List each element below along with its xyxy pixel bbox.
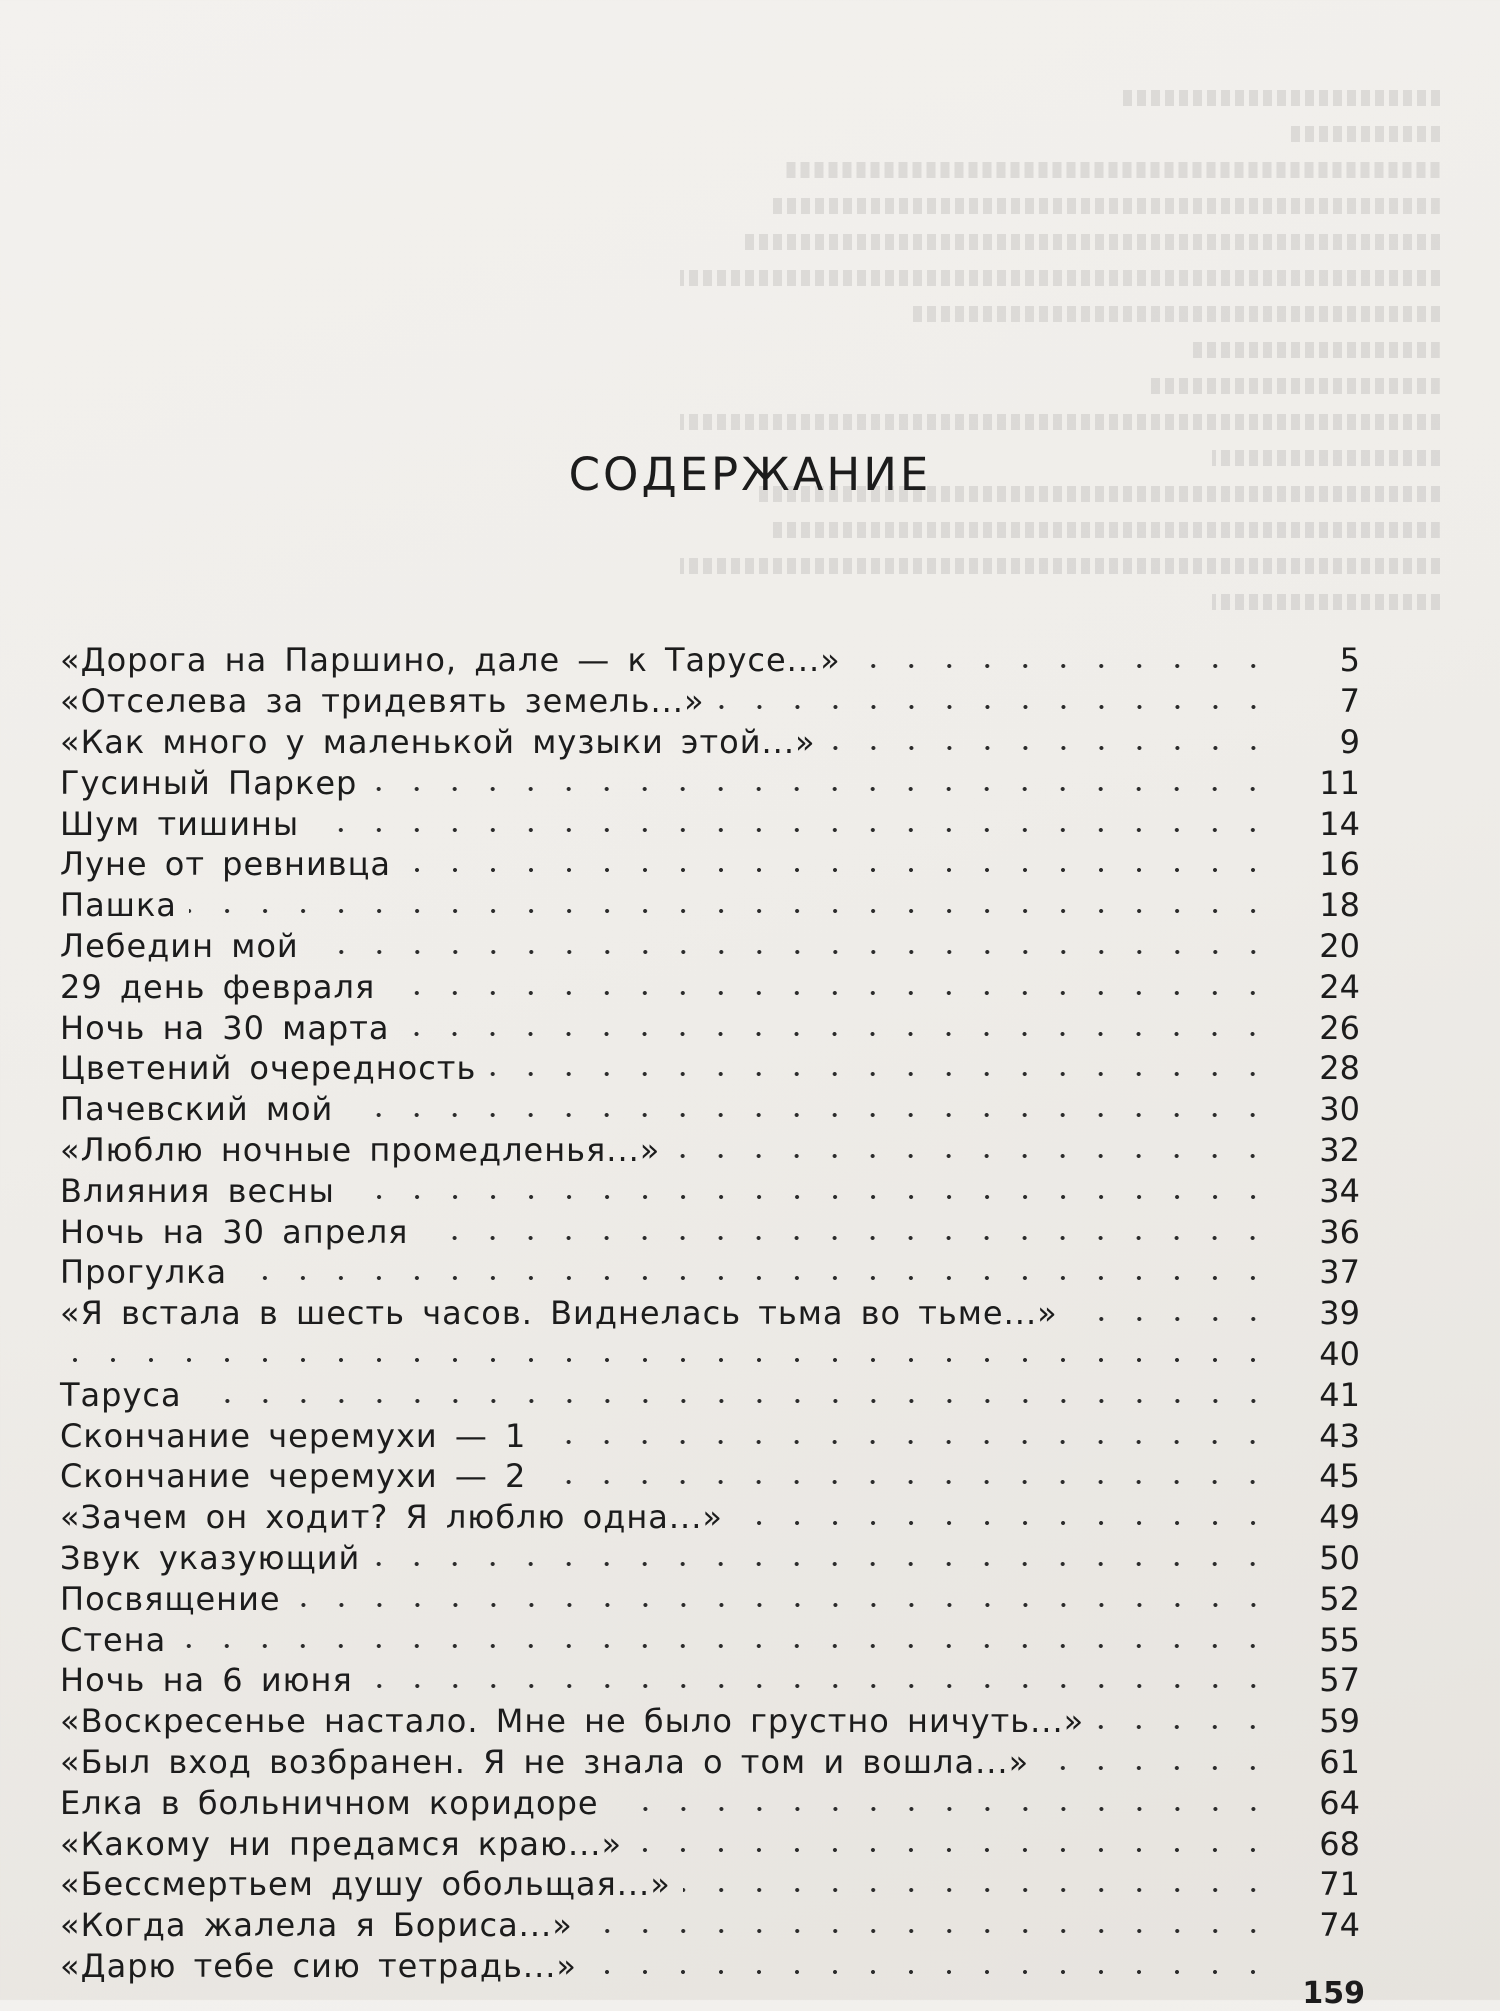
toc-entry-page: 9 [1339,722,1360,761]
dot-leader [239,1275,1272,1281]
toc-entry-title: Ночь на 30 марта [60,1008,390,1047]
toc-entry [60,1905,1360,1946]
toc-entry-title: Скончание черемухи — 1 [60,1416,527,1455]
toc-entry-page: 18 [1319,886,1360,925]
dot-leader [538,1439,1272,1445]
toc-entry-title: Пачевский мой [60,1090,334,1129]
dot-leader [538,1479,1272,1485]
toc-entry [60,885,1360,926]
toc-entry [60,803,1360,844]
toc-entry-page: 14 [1319,804,1360,843]
toc-entry-title: «Дорога на Паршино, дале — к Тарусе...» [60,641,841,680]
bleed-line [1212,594,1440,610]
toc-entry-page: 11 [1319,763,1360,802]
dot-leader [311,827,1272,833]
toc-entry-page: 61 [1319,1742,1360,1781]
toc-entry-title: Стена [60,1620,167,1659]
toc-entry [60,1089,1360,1130]
dot-leader [420,1235,1272,1241]
toc-entry-title: 29 день февраля [60,967,376,1006]
toc-entry-title: «Как много у маленькой музыки этой...» [60,722,816,761]
toc-entry-page: 36 [1319,1212,1360,1251]
toc-entry-title: «Дарю тебе сию тетрадь...» [60,1946,577,1985]
toc-entry-title: «Когда жалела я Бориса...» [60,1906,573,1945]
dot-leader [72,1357,1272,1363]
dot-leader [735,1520,1272,1526]
bleed-line [741,234,1440,250]
toc-entry-page: 55 [1319,1620,1360,1659]
toc-entry [60,1252,1360,1293]
toc-entry-title: Звук указующий [60,1538,361,1577]
toc-entry-title: «Бессмертьем душу обольщая...» [60,1865,671,1904]
dot-leader [401,1031,1272,1037]
dot-leader [178,1643,1272,1649]
toc-entry-title: «Люблю ночные промедленья...» [60,1130,661,1169]
reverse-page-bleed-through [680,90,1440,650]
toc-entry-title: «Воскресенье настало. Мне не было грустно ничуть...» [60,1702,1085,1741]
bleed-line [680,270,1440,286]
bleed-line [786,162,1440,178]
toc-entry [60,1742,1360,1783]
toc-entry-page: 28 [1319,1049,1360,1088]
toc-entry [60,1293,1360,1334]
dot-leader [372,1561,1272,1567]
toc-entry [60,1538,1360,1579]
dot-leader [345,1112,1272,1118]
dot-leader [683,1887,1272,1893]
toc-entry-page: 24 [1319,967,1360,1006]
bleed-line [771,198,1440,214]
toc-entry-page: 64 [1319,1783,1360,1822]
toc-entry-page: 52 [1319,1579,1360,1618]
toc-entry-page: 34 [1319,1171,1360,1210]
dot-leader [387,990,1272,996]
dot-leader [717,704,1272,710]
toc-entry-title: Прогулка [60,1253,228,1292]
dot-leader [311,949,1272,955]
dot-leader [853,663,1272,669]
toc-entry-page: 39 [1319,1294,1360,1333]
dot-leader [585,1928,1272,1934]
bleed-line [1189,342,1440,358]
toc-entry [60,1864,1360,1905]
toc-entry [60,722,1360,763]
toc-entry-page: 74 [1319,1906,1360,1945]
bleed-line [908,306,1440,322]
toc-entry-page: 5 [1339,641,1360,680]
toc-entry-page: 40 [1319,1334,1360,1373]
toc-entry-title: «Зачем он ходит? Я люблю одна...» [60,1498,723,1537]
toc-entry-title: Цветений очередность [60,1049,477,1088]
dot-leader [1070,1316,1272,1322]
toc-entry [60,1007,1360,1048]
dot-leader [194,1398,1272,1404]
toc-entry [60,1578,1360,1619]
toc-entry-page: 26 [1319,1008,1360,1047]
toc-entry-title: «Отселева за тридевять земель...» [60,682,705,721]
toc-entry-page: 57 [1319,1661,1360,1700]
toc-entry-title: Лебедин мой [60,926,299,965]
toc-entry-title: «Какому ни предамся краю...» [60,1824,623,1863]
toc-entry-title: Влияния весны [60,1171,335,1210]
toc-entry-title: Пашка [60,886,177,925]
toc-entry-page: 30 [1319,1090,1360,1129]
dot-leader [828,745,1272,751]
dot-leader [403,867,1272,873]
toc-entry-page: 49 [1319,1498,1360,1537]
toc-entry [60,1130,1360,1171]
toc-entry [60,1048,1360,1089]
toc-entry [60,1701,1360,1742]
toc-entry [60,762,1360,803]
toc-entry-title: Ночь на 6 июня [60,1661,353,1700]
bleed-line [771,522,1440,538]
toc-entry [60,966,1360,1007]
toc-entry [60,1170,1360,1211]
toc-entry-title: Посвящение [60,1579,281,1618]
dot-leader [293,1602,1272,1608]
dot-leader [369,786,1272,792]
dot-leader [1096,1724,1272,1730]
page-title: СОДЕРЖАНИЕ [568,448,932,501]
toc-entry-title: Ночь на 30 апреля [60,1212,409,1251]
toc-entry-title: Таруса [60,1375,182,1414]
dot-leader [611,1806,1272,1812]
toc-entry [60,1415,1360,1456]
toc-entry-title: «Был вход возбранен. Я не знала о том и вошла...» [60,1742,1030,1781]
toc-entry-page: 43 [1319,1416,1360,1455]
toc-entry-page: 68 [1319,1824,1360,1863]
toc-entry [60,1211,1360,1252]
toc-entry [60,1497,1360,1538]
table-of-contents [60,640,1360,1986]
toc-entry-page: 50 [1319,1538,1360,1577]
toc-entry-title: Скончание черемухи — 2 [60,1457,527,1496]
dot-leader [488,1071,1272,1077]
dot-leader [634,1847,1272,1853]
dot-leader [189,908,1272,914]
dot-leader [672,1153,1272,1159]
toc-entry [60,1946,1360,1987]
toc-entry [60,1619,1360,1660]
toc-entry-page: 71 [1319,1865,1360,1904]
dot-leader [589,1969,1272,1975]
bleed-line [1121,90,1440,106]
toc-entry [60,1782,1360,1823]
page-number: 159 [1302,1976,1365,2011]
toc-entry-page: 32 [1319,1130,1360,1169]
toc-entry [60,844,1360,885]
toc-entry-title: Елка в больничном коридоре [60,1783,599,1822]
dot-leader [365,1683,1272,1689]
toc-entry [60,681,1360,722]
dot-leader [347,1194,1272,1200]
toc-entry-title: «Я встала в шесть часов. Виднелась тьма во тьме...» [60,1294,1058,1333]
dot-leader [1041,1765,1272,1771]
bleed-line [1151,378,1440,394]
bleed-line [1288,126,1440,142]
toc-entry [60,1334,1360,1375]
toc-entry-page: 7 [1339,682,1360,721]
toc-entry [60,926,1360,967]
toc-entry-page: 41 [1319,1375,1360,1414]
bleed-line [680,558,1440,574]
toc-entry [60,640,1360,681]
toc-entry-page: 16 [1319,845,1360,884]
toc-entry-page: 37 [1319,1253,1360,1292]
toc-entry [60,1823,1360,1864]
toc-entry [60,1456,1360,1497]
toc-entry-page: 59 [1319,1702,1360,1741]
toc-entry [60,1660,1360,1701]
toc-entry-page: 20 [1319,926,1360,965]
toc-entry-page: 45 [1319,1457,1360,1496]
toc-entry-title: Шум тишины [60,804,300,843]
bleed-line [680,414,1440,430]
toc-entry-title: Луне от ревнивца [60,845,391,884]
toc-entry-title: Гусиный Паркер [60,763,358,802]
toc-entry [60,1374,1360,1415]
